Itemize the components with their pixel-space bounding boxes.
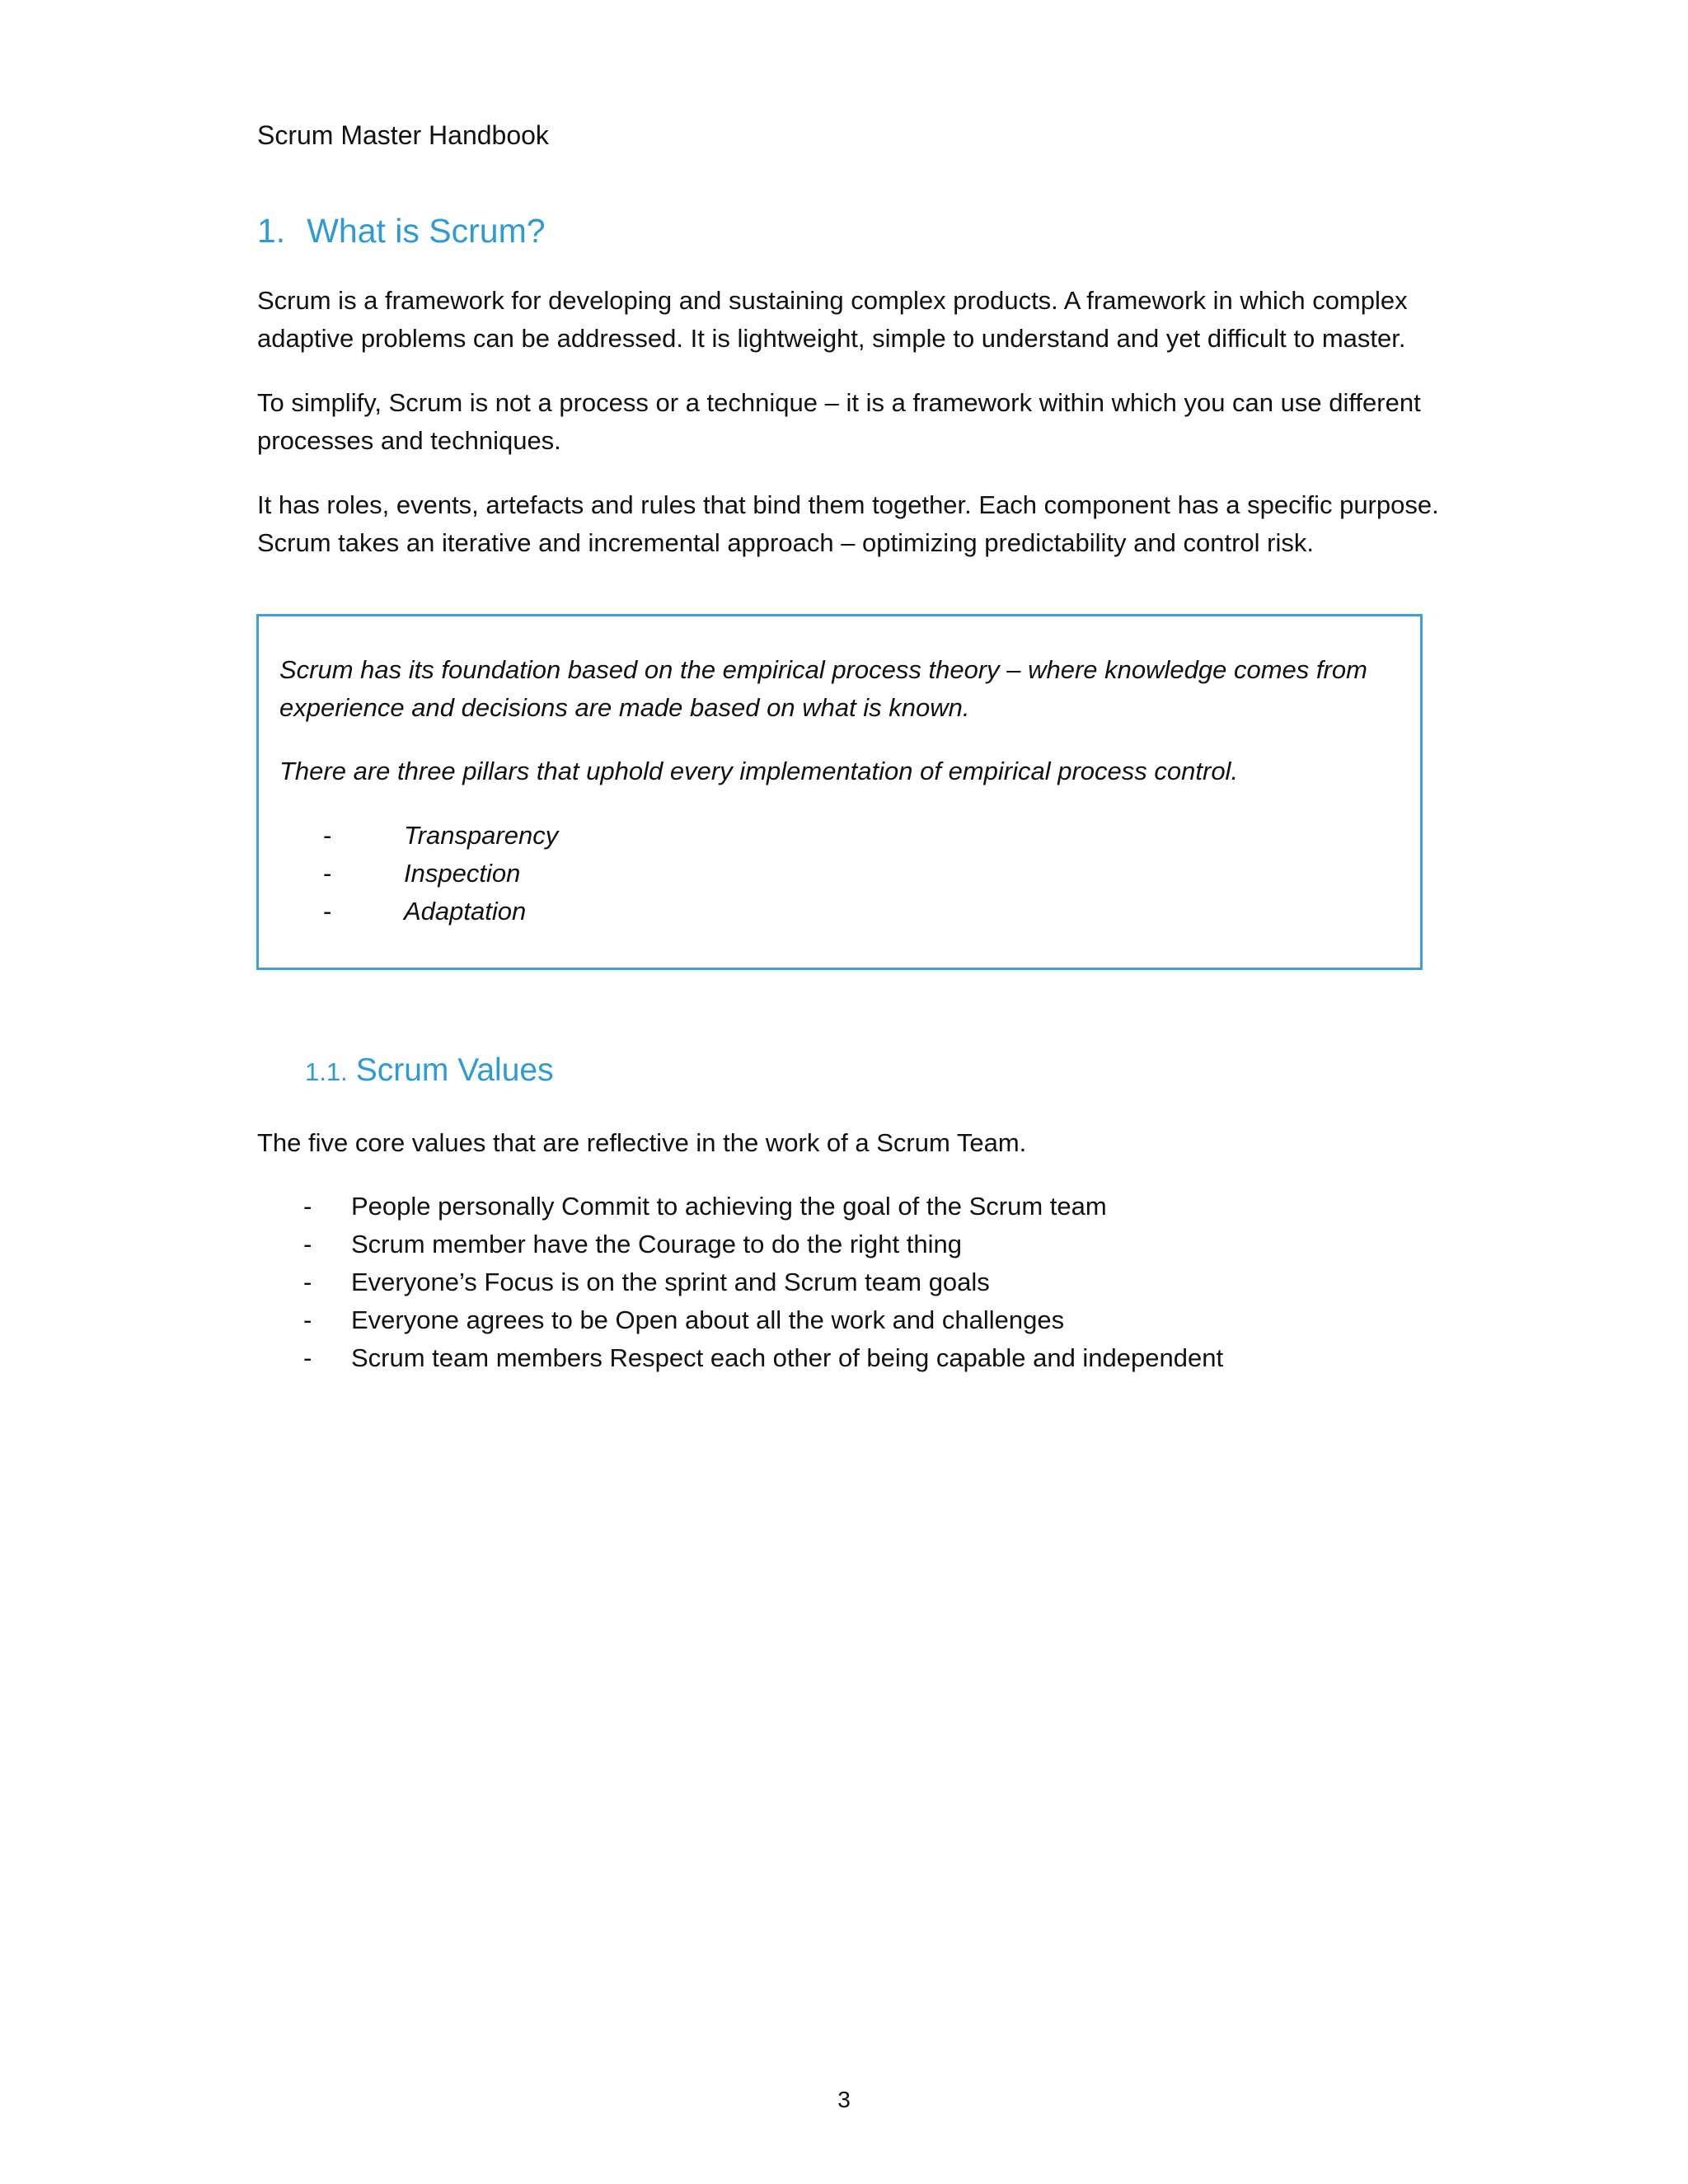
bullet-dash: - — [303, 1268, 312, 1296]
pillar-inspection: Inspection — [404, 859, 521, 888]
pillar-adaptation: Adaptation — [404, 897, 527, 926]
list-item — [323, 893, 558, 930]
bullet-dash: - — [303, 1343, 312, 1372]
section-title: What is Scrum? — [307, 212, 546, 250]
subsection-intro: The five core values that are reflective in the work of a Scrum Team. — [257, 1128, 1027, 1157]
callout-box — [256, 614, 1423, 970]
value-focus: Everyone’s Focus is on the sprint and Scrum team goals — [351, 1268, 990, 1296]
value-openness: Everyone agrees to be Open about all the work and challenges — [351, 1305, 1065, 1334]
section-heading — [257, 208, 546, 254]
pillar-transparency: Transparency — [404, 821, 559, 850]
callout-paragraph: There are three pillars that uphold every implementation of empirical process control. — [279, 757, 1239, 785]
callout-paragraph: Scrum has its foundation based on the empirical process theory – where knowledge comes from experience and decisions are made based on what is known. — [279, 655, 1367, 722]
list-item — [303, 1301, 1223, 1339]
page-number: 3 — [837, 2087, 851, 2112]
list-item — [303, 1226, 1223, 1263]
paragraph: It has roles, events, artefacts and rules that bind them together. Each component has a specific purpose. Scrum takes an iterative and incremental approach – optimizing predictability and control risk. — [257, 490, 1439, 557]
list-item — [303, 1263, 1223, 1301]
subsection-title: Scrum Values — [355, 1052, 554, 1088]
bullet-dash: - — [323, 821, 332, 850]
value-courage: Scrum member have the Courage to do the right thing — [351, 1230, 962, 1258]
list-item — [323, 855, 558, 893]
paragraph: To simplify, Scrum is not a process or a technique – it is a framework within which you can use different processes and techniques. — [257, 388, 1421, 455]
subsection-number: 1.1. — [305, 1057, 348, 1086]
paragraph: Scrum is a framework for developing and sustaining complex products. A framework in which complex adaptive problems can be addressed. It is lightweight, simple to understand and yet difficult to master. — [257, 286, 1408, 353]
section-number: 1. — [257, 212, 286, 250]
pillars-list — [323, 817, 558, 930]
bullet-dash: - — [303, 1192, 312, 1221]
running-header: Scrum Master Handbook — [257, 120, 549, 150]
value-commitment: People personally Commit to achieving the goal of the Scrum team — [351, 1192, 1107, 1221]
bullet-dash: - — [303, 1230, 312, 1258]
values-list — [303, 1188, 1223, 1377]
list-item — [303, 1339, 1223, 1377]
list-item — [323, 817, 558, 855]
bullet-dash: - — [323, 859, 332, 888]
bullet-dash: - — [303, 1305, 312, 1334]
bullet-dash: - — [323, 897, 332, 926]
subsection-heading — [305, 1048, 554, 1094]
value-respect: Scrum team members Respect each other of being capable and independent — [351, 1343, 1224, 1372]
list-item — [303, 1188, 1223, 1226]
